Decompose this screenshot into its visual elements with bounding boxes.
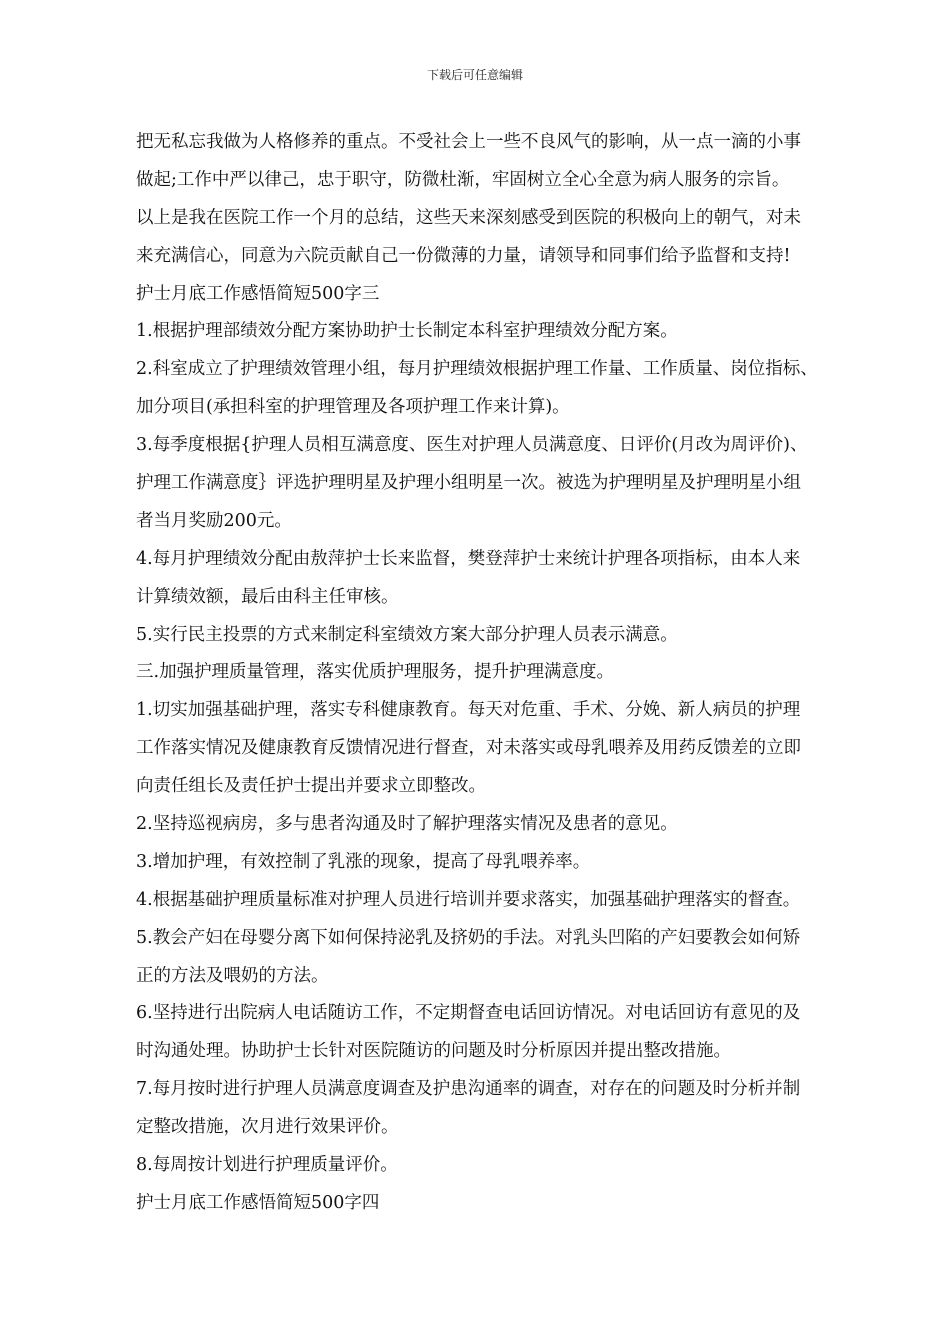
text-line: 6.坚持进行出院病人电话随访工作，不定期督查电话回访情况。对电话回访有意见的及 bbox=[136, 1003, 801, 1024]
text-line: 4.每月护理绩效分配由敖萍护士长来监督，樊登萍护士来统计护理各项指标，由本人来 bbox=[136, 548, 801, 569]
text-line: 5.教会产妇在母婴分离下如何保持泌乳及挤奶的手法。对乳头凹陷的产妇要教会如何矫 bbox=[136, 927, 801, 948]
section-heading: 三.加强护理质量管理，落实优质护理服务，提升护理满意度。 bbox=[136, 662, 615, 683]
text-line: 5.实行民主投票的方式来制定科室绩效方案大部分护理人员表示满意。 bbox=[136, 624, 678, 645]
page-header: 下载后可任意编辑 bbox=[426, 68, 523, 82]
document-body bbox=[136, 124, 896, 1223]
text-line: 3.每季度根据{护理人员相互满意度、医生对护理人员满意度、日评价(月改为周评价)、 bbox=[136, 435, 808, 456]
text-line: 2.坚持巡视病房，多与患者沟通及时了解护理落实情况及患者的意见。 bbox=[136, 814, 678, 835]
text-line: 8.每周按计划进行护理质量评价。 bbox=[136, 1155, 398, 1176]
text-line: 定整改措施，次月进行效果评价。 bbox=[136, 1117, 399, 1138]
text-line: 加分项目(承担科室的护理管理及各项护理工作来计算)。 bbox=[136, 397, 570, 418]
text-line: 护理工作满意度｝评选护理明星及护理小组明星一次。被选为护理明星及护理明星小组 bbox=[136, 473, 801, 494]
text-line: 1.切实加强基础护理，落实专科健康教育。每天对危重、手术、分娩、新人病员的护理 bbox=[136, 700, 801, 721]
text-line: 来充满信心，同意为六院贡献自己一份微薄的力量，请领导和同事们给予监督和支持! bbox=[136, 245, 791, 266]
text-line: 正的方法及喂奶的方法。 bbox=[136, 965, 329, 986]
text-line: 7.每月按时进行护理人员满意度调查及护患沟通率的调查，对存在的问题及时分析并制 bbox=[136, 1079, 801, 1100]
text-line: 把无私忘我做为人格修养的重点。不受社会上一些不良风气的影响，从一点一滴的小事 bbox=[136, 132, 801, 152]
text-line: 工作落实情况及健康教育反馈情况进行督查，对未落实或母乳喂养及用药反馈差的立即 bbox=[136, 738, 801, 759]
text-line: 3.增加护理，有效控制了乳涨的现象，提高了母乳喂养率。 bbox=[136, 851, 591, 872]
text-line: 时沟通处理。协助护士长针对医院随访的问题及时分析原因并提出整改措施。 bbox=[136, 1041, 731, 1062]
text-line: 4.根据基础护理质量标准对护理人员进行培训并要求落实，加强基础护理落实的督查。 bbox=[136, 889, 801, 910]
text-line: 以上是我在医院工作一个月的总结，这些天来深刻感受到医院的积极向上的朝气，对未 bbox=[136, 207, 801, 228]
text-line: 2.科室成立了护理绩效管理小组，每月护理绩效根据护理工作量、工作质量、岗位指标、 bbox=[136, 359, 818, 380]
text-line: 者当月奖励200元。 bbox=[136, 510, 292, 531]
text-line: 1.根据护理部绩效分配方案协助护士长制定本科室护理绩效分配方案。 bbox=[136, 321, 678, 342]
text-line: 做起;工作中严以律己，忠于职守，防微杜渐，牢固树立全心全意为病人服务的宗旨。 bbox=[136, 169, 790, 190]
section-title: 护士月底工作感悟简短500字四 bbox=[136, 1192, 380, 1213]
text-line: 向责任组长及责任护士提出并要求立即整改。 bbox=[136, 776, 486, 797]
text-line: 计算绩效额，最后由科主任审核。 bbox=[136, 586, 399, 607]
section-title: 护士月底工作感悟简短500字三 bbox=[136, 283, 380, 304]
